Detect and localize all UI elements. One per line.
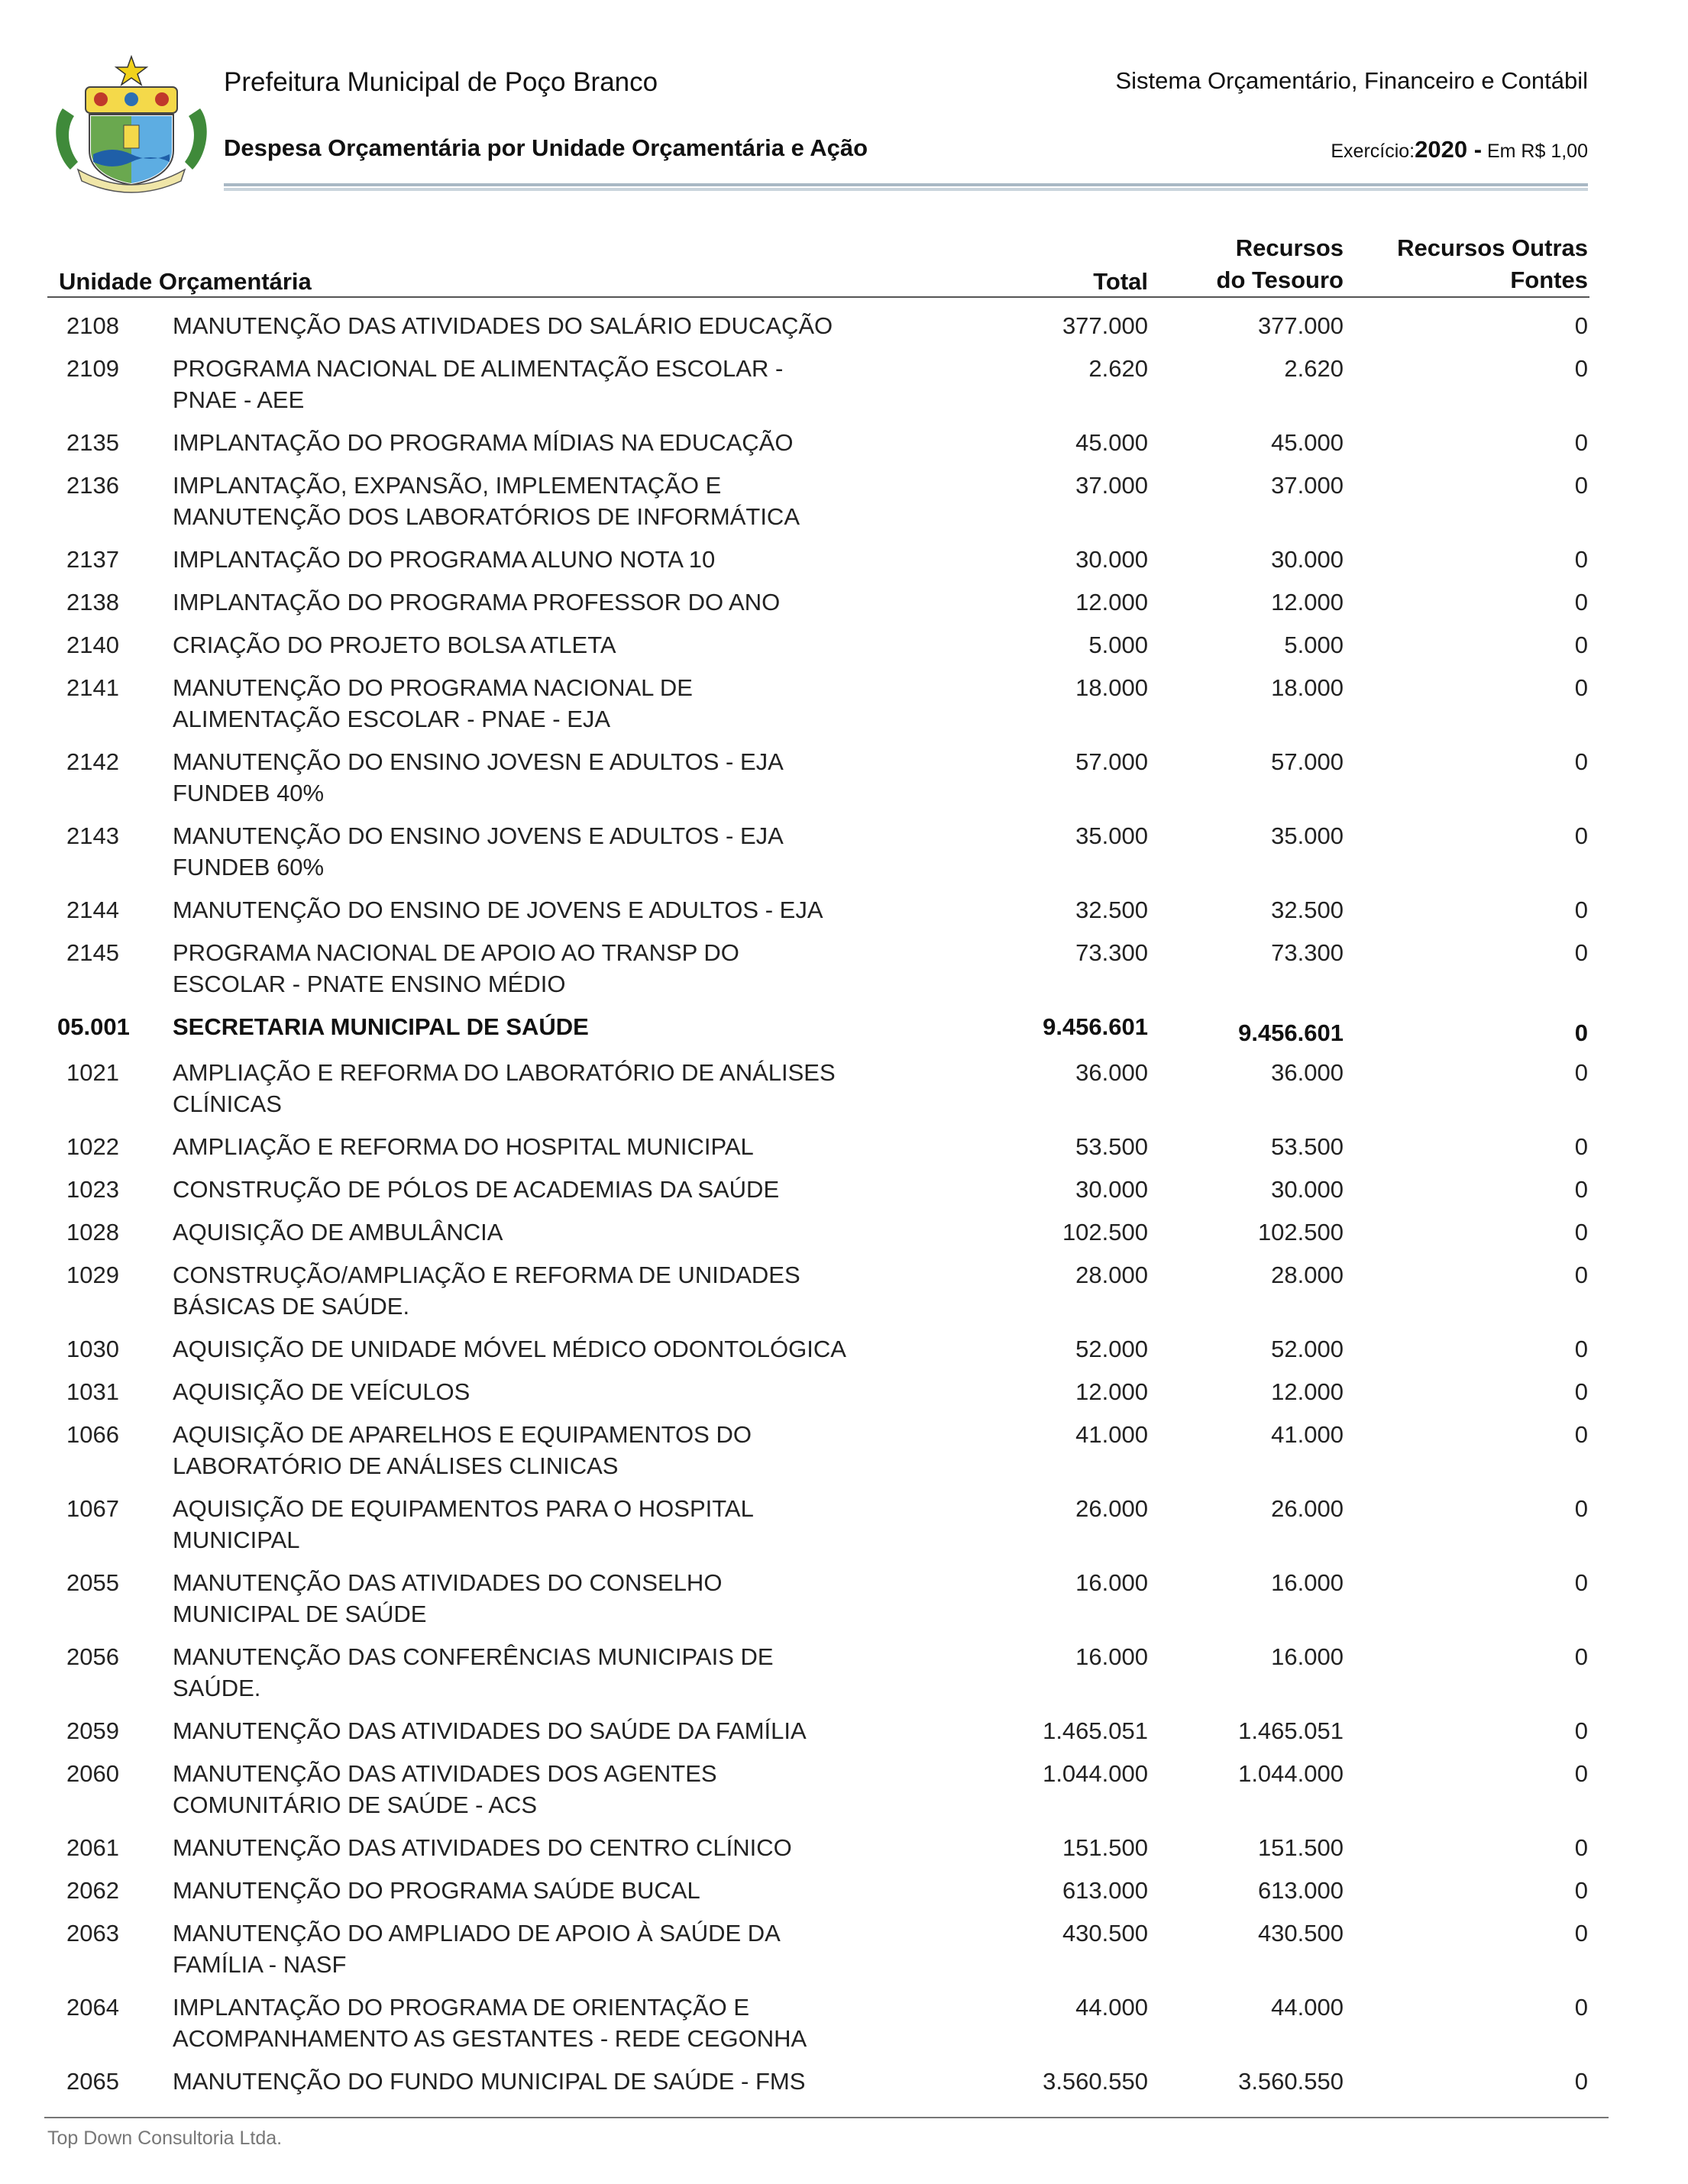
row-total: 5.000: [1088, 632, 1148, 658]
row-other-sources: 0: [1574, 748, 1588, 775]
row-code: 1066: [66, 1421, 119, 1448]
currency-note: Em R$ 1,00: [1486, 141, 1588, 162]
row-treasury: 377.000: [1257, 312, 1344, 339]
row-other-sources: 0: [1574, 1219, 1588, 1245]
row-description: IMPLANTAÇÃO DO PROGRAMA ALUNO NOTA 10: [173, 546, 716, 573]
row-description: PROGRAMA NACIONAL DE APOIO AO TRANSP DO ESCOLAR - PNATE ENSINO MÉDIO: [173, 939, 739, 997]
row-treasury: 12.000: [1271, 1378, 1344, 1405]
row-treasury: 2.620: [1284, 355, 1344, 382]
row-other-sources: 0: [1574, 429, 1588, 456]
table-row: [0, 1376, 1688, 1419]
table-row: [0, 2066, 1688, 2108]
row-other-sources: 0: [1574, 897, 1588, 923]
row-code: 05.001: [57, 1013, 130, 1040]
row-description: AQUISIÇÃO DE AMBULÂNCIA: [173, 1219, 503, 1245]
row-code: 1028: [66, 1219, 119, 1245]
row-total: 3.560.550: [1043, 2068, 1148, 2095]
row-total: 53.500: [1075, 1133, 1148, 1160]
row-other-sources: 0: [1574, 1717, 1588, 1744]
row-treasury: 41.000: [1271, 1421, 1344, 1448]
row-description: AMPLIAÇÃO E REFORMA DO LABORATÓRIO DE ANÁLISES CLÍNICAS: [173, 1059, 836, 1117]
exercise-label: Exercício:: [1331, 141, 1415, 162]
row-other-sources: 0: [1574, 822, 1588, 849]
row-code: 2059: [66, 1717, 119, 1744]
table-row: [0, 1567, 1688, 1641]
table-row: [0, 470, 1688, 544]
table-row: [0, 746, 1688, 820]
row-code: 1023: [66, 1176, 119, 1203]
row-other-sources: 0: [1574, 1877, 1588, 1904]
row-other-sources: 0: [1574, 674, 1588, 701]
row-code: 1067: [66, 1495, 119, 1522]
table-row: [0, 1758, 1688, 1832]
row-code: 1031: [66, 1378, 119, 1405]
row-description: MANUTENÇÃO DAS ATIVIDADES DO CONSELHO MUNICIPAL DE SAÚDE: [173, 1569, 723, 1627]
row-total: 26.000: [1075, 1495, 1148, 1522]
row-total: 44.000: [1075, 1994, 1148, 2021]
row-description: MANUTENÇÃO DAS ATIVIDADES DO CENTRO CLÍNICO: [173, 1834, 792, 1861]
system-name: Sistema Orçamentário, Financeiro e Contábil: [1115, 67, 1588, 94]
table-row: [0, 672, 1688, 746]
row-description: AQUISIÇÃO DE UNIDADE MÓVEL MÉDICO ODONTOLÓGICA: [173, 1336, 846, 1362]
row-code: 1021: [66, 1059, 119, 1086]
row-code: 2055: [66, 1569, 119, 1596]
row-code: 2141: [66, 674, 119, 701]
row-code: 2109: [66, 355, 119, 382]
row-description: MANUTENÇÃO DAS ATIVIDADES DO SALÁRIO EDUCAÇÃO: [173, 312, 833, 339]
row-total: 36.000: [1075, 1059, 1148, 1086]
coat-of-arms-logo: [47, 55, 215, 200]
row-treasury: 16.000: [1271, 1643, 1344, 1670]
row-treasury: 53.500: [1271, 1133, 1344, 1160]
table-row: [0, 353, 1688, 427]
row-total: 45.000: [1075, 429, 1148, 456]
footer-company: Top Down Consultoria Ltda.: [47, 2127, 283, 2149]
municipality-title: Prefeitura Municipal de Poço Branco: [224, 67, 658, 97]
row-treasury: 26.000: [1271, 1495, 1344, 1522]
row-code: 2145: [66, 939, 119, 966]
row-description: AQUISIÇÃO DE VEÍCULOS: [173, 1378, 471, 1405]
row-total: 16.000: [1075, 1569, 1148, 1596]
row-description: IMPLANTAÇÃO DO PROGRAMA MÍDIAS NA EDUCAÇÃO: [173, 429, 794, 456]
table-row: [0, 1216, 1688, 1259]
row-other-sources: 0: [1574, 1495, 1588, 1522]
row-other-sources: 0: [1574, 355, 1588, 382]
row-description: CONSTRUÇÃO/AMPLIAÇÃO E REFORMA DE UNIDADES BÁSICAS DE SAÚDE.: [173, 1262, 800, 1320]
row-treasury: 36.000: [1271, 1059, 1344, 1086]
row-total: 18.000: [1075, 674, 1148, 701]
table-row: [0, 1715, 1688, 1758]
row-total: 37.000: [1075, 472, 1148, 499]
row-treasury: 1.465.051: [1238, 1717, 1344, 1744]
unit-summary-row: [0, 1011, 1688, 1057]
row-other-sources: 0: [1574, 1019, 1588, 1046]
row-other-sources: 0: [1574, 2068, 1588, 2095]
table-row: [0, 1131, 1688, 1174]
row-total: 16.000: [1075, 1643, 1148, 1670]
row-treasury: 430.500: [1257, 1920, 1344, 1947]
header-divider: [224, 183, 1588, 186]
row-code: 2056: [66, 1643, 119, 1670]
table-header-divider: [47, 296, 1589, 298]
row-other-sources: 0: [1574, 312, 1588, 339]
row-other-sources: 0: [1574, 472, 1588, 499]
row-treasury: 18.000: [1271, 674, 1344, 701]
row-treasury: 1.044.000: [1238, 1760, 1344, 1787]
row-code: 2064: [66, 1994, 119, 2021]
row-description: MANUTENÇÃO DAS CONFERÊNCIAS MUNICIPAIS DE SAÚDE.: [173, 1643, 774, 1701]
row-other-sources: 0: [1574, 1834, 1588, 1861]
row-total: 30.000: [1075, 546, 1148, 573]
column-header-unit: Unidade Orçamentária: [59, 268, 312, 295]
row-total: 28.000: [1075, 1262, 1148, 1288]
table-row: [0, 1641, 1688, 1715]
row-description: PROGRAMA NACIONAL DE ALIMENTAÇÃO ESCOLAR - PNAE - AEE: [173, 355, 784, 413]
table-row: [0, 820, 1688, 894]
table-row: [0, 310, 1688, 353]
table-row: [0, 544, 1688, 586]
row-total: 151.500: [1062, 1834, 1148, 1861]
report-title: Despesa Orçamentária por Unidade Orçamentária e Ação: [224, 134, 868, 161]
row-code: 2108: [66, 312, 119, 339]
row-code: 2136: [66, 472, 119, 499]
row-code: 2062: [66, 1877, 119, 1904]
row-other-sources: 0: [1574, 589, 1588, 615]
row-code: 1029: [66, 1262, 119, 1288]
row-total: 52.000: [1075, 1336, 1148, 1362]
row-total: 1.044.000: [1043, 1760, 1148, 1787]
row-treasury: 37.000: [1271, 472, 1344, 499]
table-row: [0, 427, 1688, 470]
row-description: MANUTENÇÃO DO PROGRAMA NACIONAL DE ALIMENTAÇÃO ESCOLAR - PNAE - EJA: [173, 674, 693, 732]
column-header-treasury: Recursos do Tesouro: [1216, 234, 1344, 293]
row-treasury: 151.500: [1257, 1834, 1344, 1861]
row-other-sources: 0: [1574, 546, 1588, 573]
row-treasury: 44.000: [1271, 1994, 1344, 2021]
header-divider-secondary: [224, 188, 1588, 191]
row-other-sources: 0: [1574, 1994, 1588, 2021]
row-treasury: 32.500: [1271, 897, 1344, 923]
row-other-sources: 0: [1574, 1262, 1588, 1288]
row-other-sources: 0: [1574, 939, 1588, 966]
row-description: AQUISIÇÃO DE APARELHOS E EQUIPAMENTOS DO LABORATÓRIO DE ANÁLISES CLINICAS: [173, 1421, 752, 1479]
row-description: MANUTENÇÃO DO AMPLIADO DE APOIO À SAÚDE DA FAMÍLIA - NASF: [173, 1920, 781, 1978]
row-code: 2142: [66, 748, 119, 775]
row-description: IMPLANTAÇÃO, EXPANSÃO, IMPLEMENTAÇÃO E MANUTENÇÃO DOS LABORATÓRIOS DE INFORMÁTICA: [173, 472, 800, 530]
row-other-sources: 0: [1574, 1336, 1588, 1362]
row-code: 2060: [66, 1760, 119, 1787]
row-code: 1030: [66, 1336, 119, 1362]
table-row: [0, 1419, 1688, 1493]
table-row: [0, 1259, 1688, 1333]
row-total: 35.000: [1075, 822, 1148, 849]
row-code: 2063: [66, 1920, 119, 1947]
exercise-info: [1331, 136, 1588, 163]
row-total: 41.000: [1075, 1421, 1148, 1448]
table-row: [0, 1174, 1688, 1216]
row-treasury: 102.500: [1257, 1219, 1344, 1245]
row-description: MANUTENÇÃO DO ENSINO DE JOVENS E ADULTOS - EJA: [173, 897, 823, 923]
row-treasury: 45.000: [1271, 429, 1344, 456]
table-row: [0, 1875, 1688, 1917]
row-total: 613.000: [1062, 1877, 1148, 1904]
row-treasury: 16.000: [1271, 1569, 1344, 1596]
row-total: 430.500: [1062, 1920, 1148, 1947]
row-code: 2143: [66, 822, 119, 849]
row-description: MANUTENÇÃO DAS ATIVIDADES DO SAÚDE DA FAMÍLIA: [173, 1717, 807, 1744]
row-total: 12.000: [1075, 1378, 1148, 1405]
row-description: IMPLANTAÇÃO DO PROGRAMA DE ORIENTAÇÃO E ACOMPANHAMENTO AS GESTANTES - REDE CEGONHA: [173, 1994, 807, 2052]
row-total: 73.300: [1075, 939, 1148, 966]
row-treasury: 30.000: [1271, 546, 1344, 573]
row-treasury: 30.000: [1271, 1176, 1344, 1203]
row-treasury: 12.000: [1271, 589, 1344, 615]
row-total: 102.500: [1062, 1219, 1148, 1245]
table-row: [0, 1333, 1688, 1376]
table-row: [0, 629, 1688, 672]
budget-table-body: [0, 310, 1688, 2108]
table-row: [0, 894, 1688, 937]
row-total: 12.000: [1075, 589, 1148, 615]
row-treasury: 9.456.601: [1238, 1019, 1344, 1046]
exercise-year: 2020 -: [1415, 136, 1483, 163]
row-code: 2144: [66, 897, 119, 923]
footer-divider: [44, 2117, 1609, 2118]
row-code: 1022: [66, 1133, 119, 1160]
row-description: IMPLANTAÇÃO DO PROGRAMA PROFESSOR DO ANO: [173, 589, 781, 615]
table-row: [0, 586, 1688, 629]
row-treasury: 73.300: [1271, 939, 1344, 966]
row-other-sources: 0: [1574, 1920, 1588, 1947]
row-total: 377.000: [1062, 312, 1148, 339]
row-other-sources: 0: [1574, 1378, 1588, 1405]
row-description: AQUISIÇÃO DE EQUIPAMENTOS PARA O HOSPITAL MUNICIPAL: [173, 1495, 754, 1553]
row-description: SECRETARIA MUNICIPAL DE SAÚDE: [173, 1013, 589, 1040]
row-description: MANUTENÇÃO DO PROGRAMA SAÚDE BUCAL: [173, 1877, 700, 1904]
column-header-other-sources: Recursos Outras Fontes: [1397, 234, 1588, 293]
row-treasury: 5.000: [1284, 632, 1344, 658]
row-treasury: 35.000: [1271, 822, 1344, 849]
row-total: 32.500: [1075, 897, 1148, 923]
row-description: MANUTENÇÃO DO ENSINO JOVENS E ADULTOS - EJA FUNDEB 60%: [173, 822, 784, 880]
row-code: 2140: [66, 632, 119, 658]
row-other-sources: 0: [1574, 632, 1588, 658]
row-code: 2065: [66, 2068, 119, 2095]
row-treasury: 28.000: [1271, 1262, 1344, 1288]
row-treasury: 52.000: [1271, 1336, 1344, 1362]
row-description: CONSTRUÇÃO DE PÓLOS DE ACADEMIAS DA SAÚDE: [173, 1176, 780, 1203]
row-treasury: 613.000: [1257, 1877, 1344, 1904]
row-other-sources: 0: [1574, 1421, 1588, 1448]
row-description: MANUTENÇÃO DO ENSINO JOVESN E ADULTOS - EJA FUNDEB 40%: [173, 748, 784, 806]
row-description: MANUTENÇÃO DAS ATIVIDADES DOS AGENTES COMUNITÁRIO DE SAÚDE - ACS: [173, 1760, 717, 1818]
row-description: CRIAÇÃO DO PROJETO BOLSA ATLETA: [173, 632, 616, 658]
row-total: 30.000: [1075, 1176, 1148, 1203]
table-row: [0, 1917, 1688, 1992]
row-total: 2.620: [1088, 355, 1148, 382]
row-other-sources: 0: [1574, 1643, 1588, 1670]
row-description: MANUTENÇÃO DO FUNDO MUNICIPAL DE SAÚDE - FMS: [173, 2068, 806, 2095]
row-description: AMPLIAÇÃO E REFORMA DO HOSPITAL MUNICIPAL: [173, 1133, 754, 1160]
row-other-sources: 0: [1574, 1059, 1588, 1086]
table-row: [0, 1057, 1688, 1131]
row-code: 2138: [66, 589, 119, 615]
table-row: [0, 1992, 1688, 2066]
row-total: 1.465.051: [1043, 1717, 1148, 1744]
table-row: [0, 937, 1688, 1011]
row-total: 9.456.601: [1043, 1013, 1148, 1040]
row-treasury: 3.560.550: [1238, 2068, 1344, 2095]
row-other-sources: 0: [1574, 1133, 1588, 1160]
row-code: 2061: [66, 1834, 119, 1861]
row-other-sources: 0: [1574, 1760, 1588, 1787]
row-treasury: 57.000: [1271, 748, 1344, 775]
row-total: 57.000: [1075, 748, 1148, 775]
row-other-sources: 0: [1574, 1569, 1588, 1596]
row-code: 2137: [66, 546, 119, 573]
table-row: [0, 1493, 1688, 1567]
table-row: [0, 1832, 1688, 1875]
row-other-sources: 0: [1574, 1176, 1588, 1203]
row-code: 2135: [66, 429, 119, 456]
column-header-total: Total: [1093, 268, 1148, 295]
